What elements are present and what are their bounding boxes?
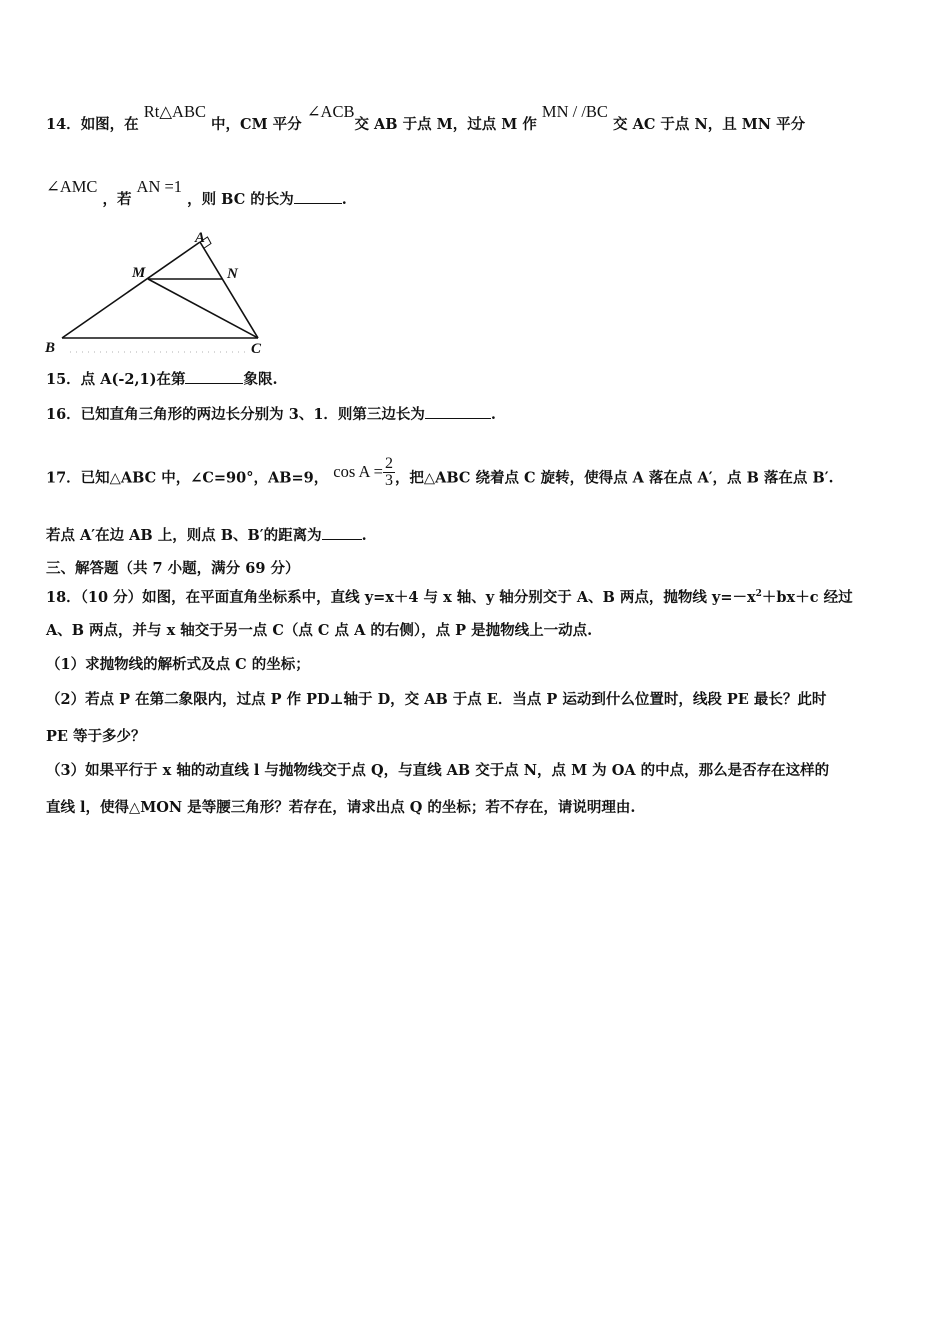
label-c: C [251, 341, 262, 357]
segment-ac [200, 242, 258, 338]
section-heading: 三、解答题（共 7 小题，满分 69 分） [46, 560, 300, 577]
answer-blank [322, 525, 362, 540]
q18-line2: A、B 两点，并与 x 轴交于另一点 C（点 C 点 A 的右侧），点 P 是抛物线上一动点. [46, 622, 593, 639]
q17-line2: 若点 A′在边 AB 上，则点 B、B′的距离为 . [46, 527, 367, 544]
q18-part2-line2: PE 等于多少？ [46, 728, 146, 745]
math-cos-a: cos A = [333, 461, 383, 481]
q17-line1: 17．已知△ABC 中，∠C=90°，AB=9， cos A = $\frac{2}{3}$ ，把△ABC 绕着点 C 旋转，使得点 A 落在点 A′，点 B 落在点 B′. [46, 455, 834, 489]
math-an-eq-1: AN =1 [136, 177, 183, 196]
q18-part3-line2: 直线 l，使得△MON 是等腰三角形？若存在，请求出点 Q 的坐标；若不存在，请说明理由. [46, 799, 636, 816]
q18-part3-line1: （3）如果平行于 x 轴的动直线 l 与抛物线交于点 Q，与直线 AB 交于点 N，点 M 为 OA 的中点，那么是否存在这样的 [46, 762, 830, 779]
math-mn-parallel-bc: MN / /BC [541, 102, 608, 121]
label-n: N [227, 266, 238, 282]
label-b: B [45, 340, 56, 356]
math-rt-abc: Rt△ABC [143, 102, 206, 121]
q14-line2: ∠AMC ，若 AN =1 ，则 BC 的长为 . [46, 177, 347, 208]
segment-ab [62, 242, 200, 338]
answer-blank [425, 404, 491, 419]
math-angle-amc: ∠AMC [46, 177, 98, 196]
q18-part1: （1）求抛物线的解析式及点 C 的坐标； [46, 656, 310, 673]
label-m: M [132, 265, 146, 281]
q18-line1: 18．（10 分）如图，在平面直角坐标系中，直线 y=x＋4 与 x 轴、y 轴分别交于 A、B 两点，抛物线 $y=-x^2+bx+c$ 经过 [46, 588, 853, 606]
triangle-figure [40, 225, 280, 360]
q14-line1: 14．如图，在 Rt△ABC 中，CM 平分 ∠ACB交 AB 于点 M，过点 M 作 MN / /BC 交 AC 于点 N，且 MN 平分 [46, 102, 806, 133]
label-a: A [195, 230, 206, 246]
q14-number: 14． [46, 116, 81, 133]
math-angle-acb: ∠ACB [306, 102, 355, 121]
q16: 16．已知直角三角形的两边长分别为 3、1．则第三边长为 . [46, 406, 496, 423]
answer-blank [185, 369, 243, 384]
segment-cm [148, 279, 258, 338]
q15: 15．点 A(-2,1)在第 象限. [46, 371, 278, 388]
answer-blank [294, 189, 342, 204]
q18-part2-line1: （2）若点 P 在第二象限内，过点 P 作 PD⊥轴于 D，交 AB 于点 E．当点 P 运动到什么位置时，线段 PE 最长？此时 [46, 691, 827, 708]
fraction-two-thirds: $\frac{2}{3}$ [384, 455, 393, 489]
